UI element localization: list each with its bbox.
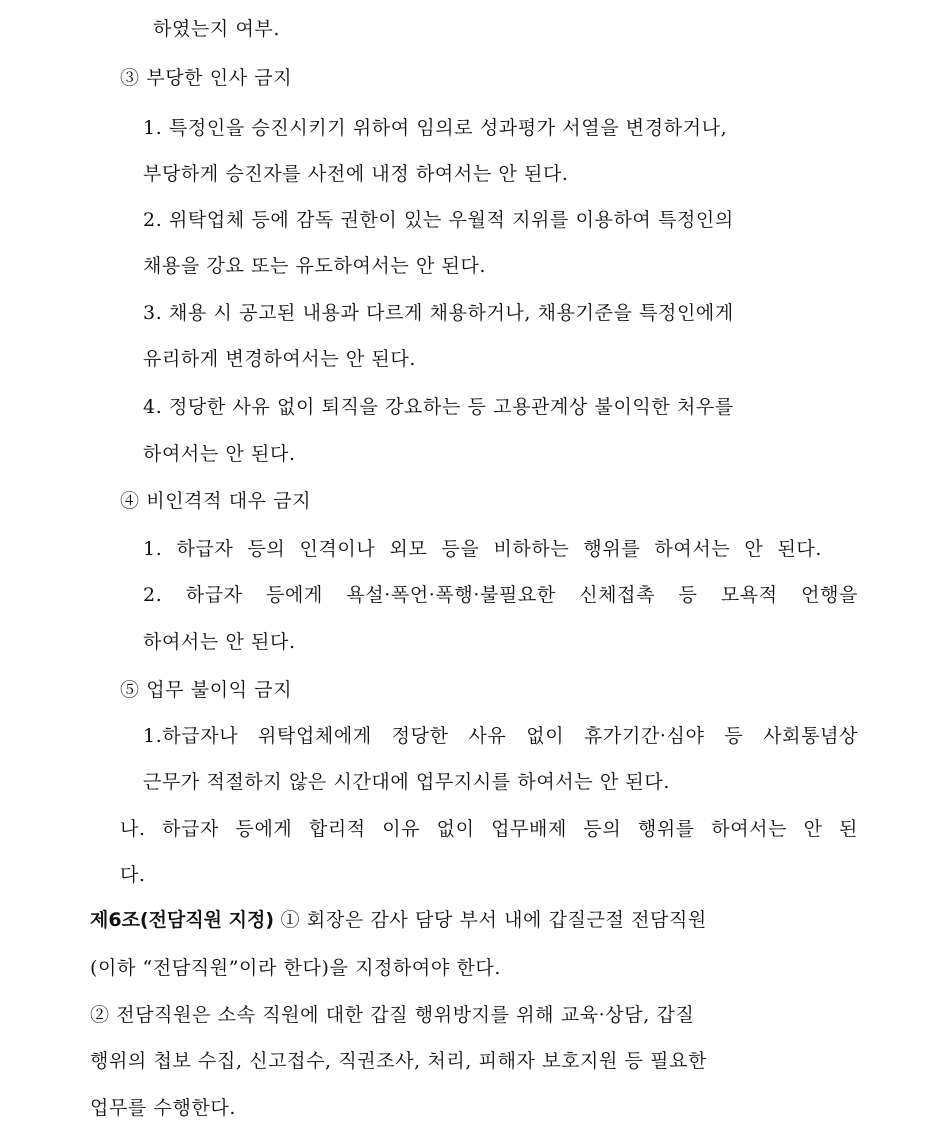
text-line-18: 나. 하급자 등에게 합리적 이유 없이 업무배제 등의 행위를 하여서는 안 된 [120, 818, 858, 840]
text-line-10: 하여서는 안 된다. [143, 443, 296, 465]
section-heading-3: ③ 부당한 인사 금지 [120, 67, 293, 89]
text-line-14: 하여서는 안 된다. [143, 631, 296, 653]
text-line-8: 유리하게 변경하여서는 안 된다. [143, 348, 416, 370]
article-6-line-1: ① 회장은 감사 담당 부서 내에 갑질근절 전담직원 [274, 909, 707, 931]
section-heading-4: ④ 비인격적 대우 금지 [120, 490, 312, 512]
text-line-9: 4. 정당한 사유 없이 퇴직을 강요하는 등 고용관계상 불이익한 처우를 [143, 396, 734, 418]
text-line-1: 하였는지 여부. [153, 18, 281, 40]
article-6-first-line [90, 908, 707, 932]
text-line-13: 2. 하급자 등에게 욕설·폭언·폭행·불필요한 신체접촉 등 모욕적 언행을 [143, 584, 858, 606]
text-line-6: 채용을 강요 또는 유도하여서는 안 된다. [143, 255, 487, 277]
article-6-heading: 제6조(전담직원 지정) [90, 909, 275, 931]
section-heading-5: ⑤ 업무 불이익 금지 [120, 679, 293, 701]
article-6-line-4: 행위의 첩보 수집, 신고접수, 직권조사, 처리, 피해자 보호지원 등 필요한 [90, 1050, 708, 1072]
article-6-line-5: 업무를 수행한다. [90, 1097, 236, 1119]
article-6-line-3: ② 전담직원은 소속 직원에 대한 갑질 행위방지를 위해 교육·상담, 갑질 [90, 1004, 695, 1026]
text-line-7: 3. 채용 시 공고된 내용과 다르게 채용하거나, 채용기준을 특정인에게 [143, 302, 734, 324]
text-line-17: 근무가 적절하지 않은 시간대에 업무지시를 하여서는 안 된다. [143, 771, 670, 793]
text-line-16: 1.하급자나 위탁업체에게 정당한 사유 없이 휴가기간·심야 등 사회통념상 [143, 725, 858, 747]
text-line-4: 부당하게 승진자를 사전에 내정 하여서는 안 된다. [143, 163, 569, 185]
text-line-19: 다. [120, 864, 146, 886]
text-line-3: 1. 특정인을 승진시키기 위하여 임의로 성과평가 서열을 변경하거나, [143, 117, 728, 139]
text-line-5: 2. 위탁업체 등에 감독 권한이 있는 우월적 지위를 이용하여 특정인의 [143, 209, 734, 231]
text-line-12: 1. 하급자 등의 인격이나 외모 등을 비하하는 행위를 하여서는 안 된다. [143, 538, 822, 560]
article-6-line-2: (이하 “전담직원”이라 한다)을 지정하여야 한다. [90, 957, 502, 979]
